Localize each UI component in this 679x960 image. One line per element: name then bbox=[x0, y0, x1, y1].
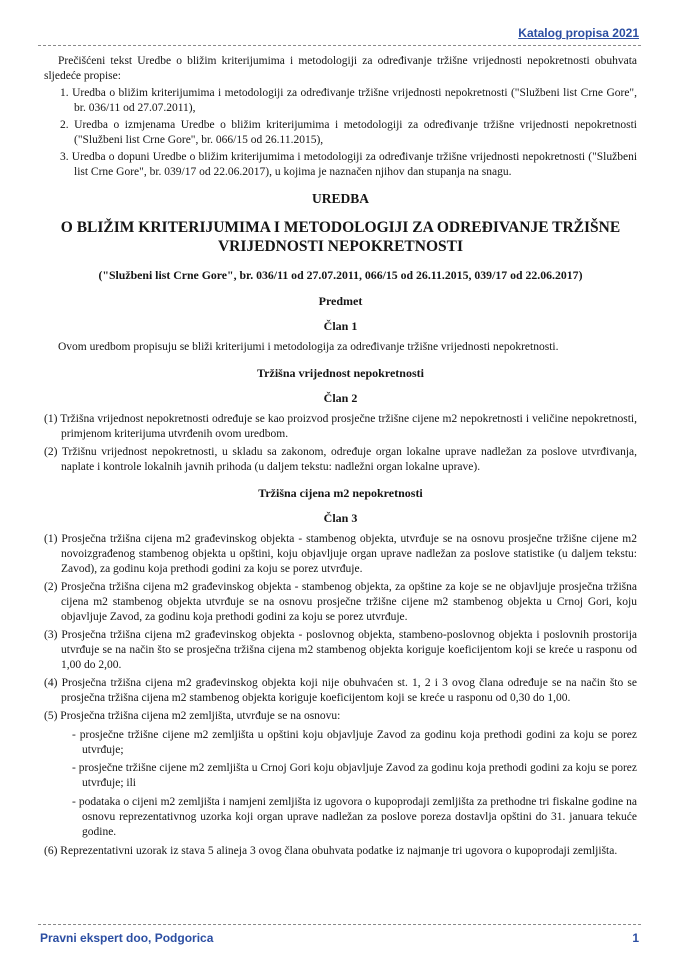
list-text: Uredba o izmjenama Uredbe o bližim kriterijumima i metodologiji za određivanje tržišne vrijednosti nepokretnosti ("Službeni list Crne Gore", br. 066/15 od 26.11.2015), bbox=[74, 118, 637, 146]
dash-marker: - bbox=[72, 728, 76, 741]
section-heading: Tržišna cijena m2 nepokretnosti bbox=[258, 486, 423, 501]
clause-marker: (6) bbox=[44, 845, 58, 858]
document-title: O BLIŽIM KRITERIJUMIMA I METODOLOGIJI ZA ODREĐIVANJE TRŽIŠNE VRIJEDNOSTI NEPOKRETNOSTI bbox=[60, 218, 621, 256]
regulation-list bbox=[44, 86, 637, 180]
indent-item bbox=[72, 761, 637, 791]
list-item bbox=[60, 150, 637, 180]
list-number: 1. bbox=[60, 86, 69, 99]
clause bbox=[44, 412, 637, 442]
indent-item bbox=[72, 795, 637, 840]
indent-item-text: prosječne tržišne cijene m2 zemljišta u Crnoj Gori koju objavljuje Zavod za godinu koja prethodi godini za koju se porez utvrđuje; ili bbox=[78, 762, 638, 790]
clause-text: Prosječna tržišna cijena m2 građevinskog objekta koji nije obuhvaćen st. 1, 2 i 3 ovog člana određuje se na način što se prosječna tržišna cijena m2 stambenog objekta koriguje koeficijentom koji se kreće u rasponu od 0,30 do 1,00. bbox=[61, 676, 637, 704]
document-body bbox=[0, 46, 679, 859]
article-heading: Član 1 bbox=[323, 318, 358, 333]
clause-marker: (3) bbox=[44, 628, 58, 641]
clause-marker: (1) bbox=[44, 413, 58, 426]
publisher-name: Pravni ekspert doo, Podgorica bbox=[40, 931, 214, 946]
clause bbox=[44, 676, 637, 706]
list-number: 3. bbox=[60, 150, 69, 163]
clause-marker: (2) bbox=[44, 446, 58, 459]
clause bbox=[44, 445, 637, 475]
section-heading: Tržišna vrijednost nepokretnosti bbox=[257, 366, 424, 381]
clause bbox=[44, 580, 637, 625]
clause-marker: (4) bbox=[44, 676, 58, 689]
list-number: 2. bbox=[60, 118, 69, 131]
intro-paragraph: Prečišćeni tekst Uredbe o bližim kriterijumima i metodologiji za određivanje tržišne vrijednosti nepokretnosti obuhvata sljedeće propise: bbox=[44, 54, 637, 82]
footer-divider bbox=[38, 924, 641, 925]
clause-marker: (5) bbox=[44, 709, 58, 722]
clause-text: Tržišna vrijednost nepokretnosti određuje se kao proizvod prosječne tržišne cijene m2 nepokretnosti i veličine nepokretnosti, primjenom kriterijuma utvrđenih ovom uredbom. bbox=[60, 413, 637, 441]
clause bbox=[44, 844, 637, 859]
indent-item-text: prosječne tržišne cijene m2 zemljišta u opštini koju objavljuje Zavod za godinu koja prethodi godini za koju se porez utvrđuje; bbox=[79, 728, 637, 756]
catalog-link[interactable]: Katalog propisa 2021 bbox=[518, 26, 639, 40]
dash-marker: - bbox=[72, 762, 76, 775]
article-heading: Član 3 bbox=[323, 510, 358, 525]
page-header bbox=[0, 0, 679, 45]
clause bbox=[44, 709, 637, 724]
clause-text: Prosječna tržišna cijena m2 građevinskog objekta - stambenog objekta, utvrđuje se na osnovu prosječne tržišne cijene m2 novoizgrađenog stambenog objekta u opštini, koju objavljuje organ uprave nadležan za poslove statistike (u daljem tekstu: Zavod), za godinu koja prethodi godini za koju se porez utvrđuje. bbox=[61, 533, 638, 576]
footer-row bbox=[0, 931, 679, 947]
article-paragraph: Ovom uredbom propisuju se bliži kriterijumi i metodologija za određivanje tržišne vrijednosti nepokretnosti. bbox=[58, 341, 559, 354]
clause-marker: (1) bbox=[44, 533, 58, 546]
page-footer bbox=[0, 924, 679, 960]
clause bbox=[44, 628, 637, 673]
gazette-reference: ("Službeni list Crne Gore", br. 036/11 od 27.07.2011, 066/15 od 26.11.2015, 039/17 od 22.06.2017) bbox=[98, 267, 583, 282]
list-text: Uredba o dopuni Uredbe o bližim kriterijumima i metodologiji za određivanje tržišne vrijednosti nepokretnosti ("Službeni list Crne Gore", br. 039/17 od 22.06.2017), u kojima je naznačen njihov dan stupanja na snagu. bbox=[71, 150, 638, 178]
list-item bbox=[60, 118, 637, 148]
indent-item bbox=[72, 728, 637, 758]
list-text: Uredba o bližim kriterijumima i metodologiji za određivanje tržišne vrijednosti nepokretnosti ("Službeni list Crne Gore", br. 036/11 od 27.07.2011), bbox=[72, 86, 637, 114]
section-heading: Predmet bbox=[318, 294, 363, 309]
clause-text: Prosječna tržišna cijena m2 zemljišta, utvrđuje se na osnovu: bbox=[60, 709, 341, 722]
clause-text: Reprezentativni uzorak iz stava 5 alineja 3 ovog člana obuhvata podatke iz najmanje tri ugovora o kupoprodaji zemljišta. bbox=[60, 845, 618, 858]
clause-text: Tržišnu vrijednost nepokretnosti, u skladu sa zakonom, određuje organ lokalne uprave nadležan za poslove utvrđivanja, naplate i kontrole lokalnih javnih prihoda (u daljem tekstu: nadležni organ lokalne uprave). bbox=[61, 446, 638, 474]
dash-marker: - bbox=[72, 796, 76, 809]
list-item bbox=[60, 86, 637, 116]
indent-item-text: podataka o cijeni m2 zemljišta i namjeni zemljišta iz ugovora o kupoprodaji zemljišta za prethodne tri fiskalne godine na osnovu reprezentativnog uzorka koji organ uprave nadležan za poslove poreza dostavlja opštini do 31. januara tekuće godine. bbox=[78, 796, 637, 839]
clause-text: Prosječna tržišna cijena m2 građevinskog objekta - poslovnog objekta, stambeno-poslovnog objekta i poslovnih prostorija utvrđuje se na način što se prosječna tržišna cijena m2 stambenog objekta koriguje koeficijentom koji se kreće u rasponu od 1,00 do 2,00. bbox=[61, 628, 637, 671]
clause bbox=[44, 532, 637, 577]
clause-marker: (2) bbox=[44, 581, 58, 594]
article-heading: Član 2 bbox=[323, 390, 358, 405]
act-type-heading: UREDBA bbox=[311, 191, 369, 207]
page-number: 1 bbox=[632, 931, 639, 946]
clause-text: Prosječna tržišna cijena m2 građevinskog objekta - stambenog objekta, za opštine za koje se ne objavljuje prosječna tržišna cijena m2 stambenog objekta utvrđuje se na osnovu prosječne tržišne cijene m2 stambenog objekta u Crnoj Gori, koju objavljuje Zavod, za godinu koja prethodi godini za koju se porez utvrđuje. bbox=[60, 581, 637, 623]
